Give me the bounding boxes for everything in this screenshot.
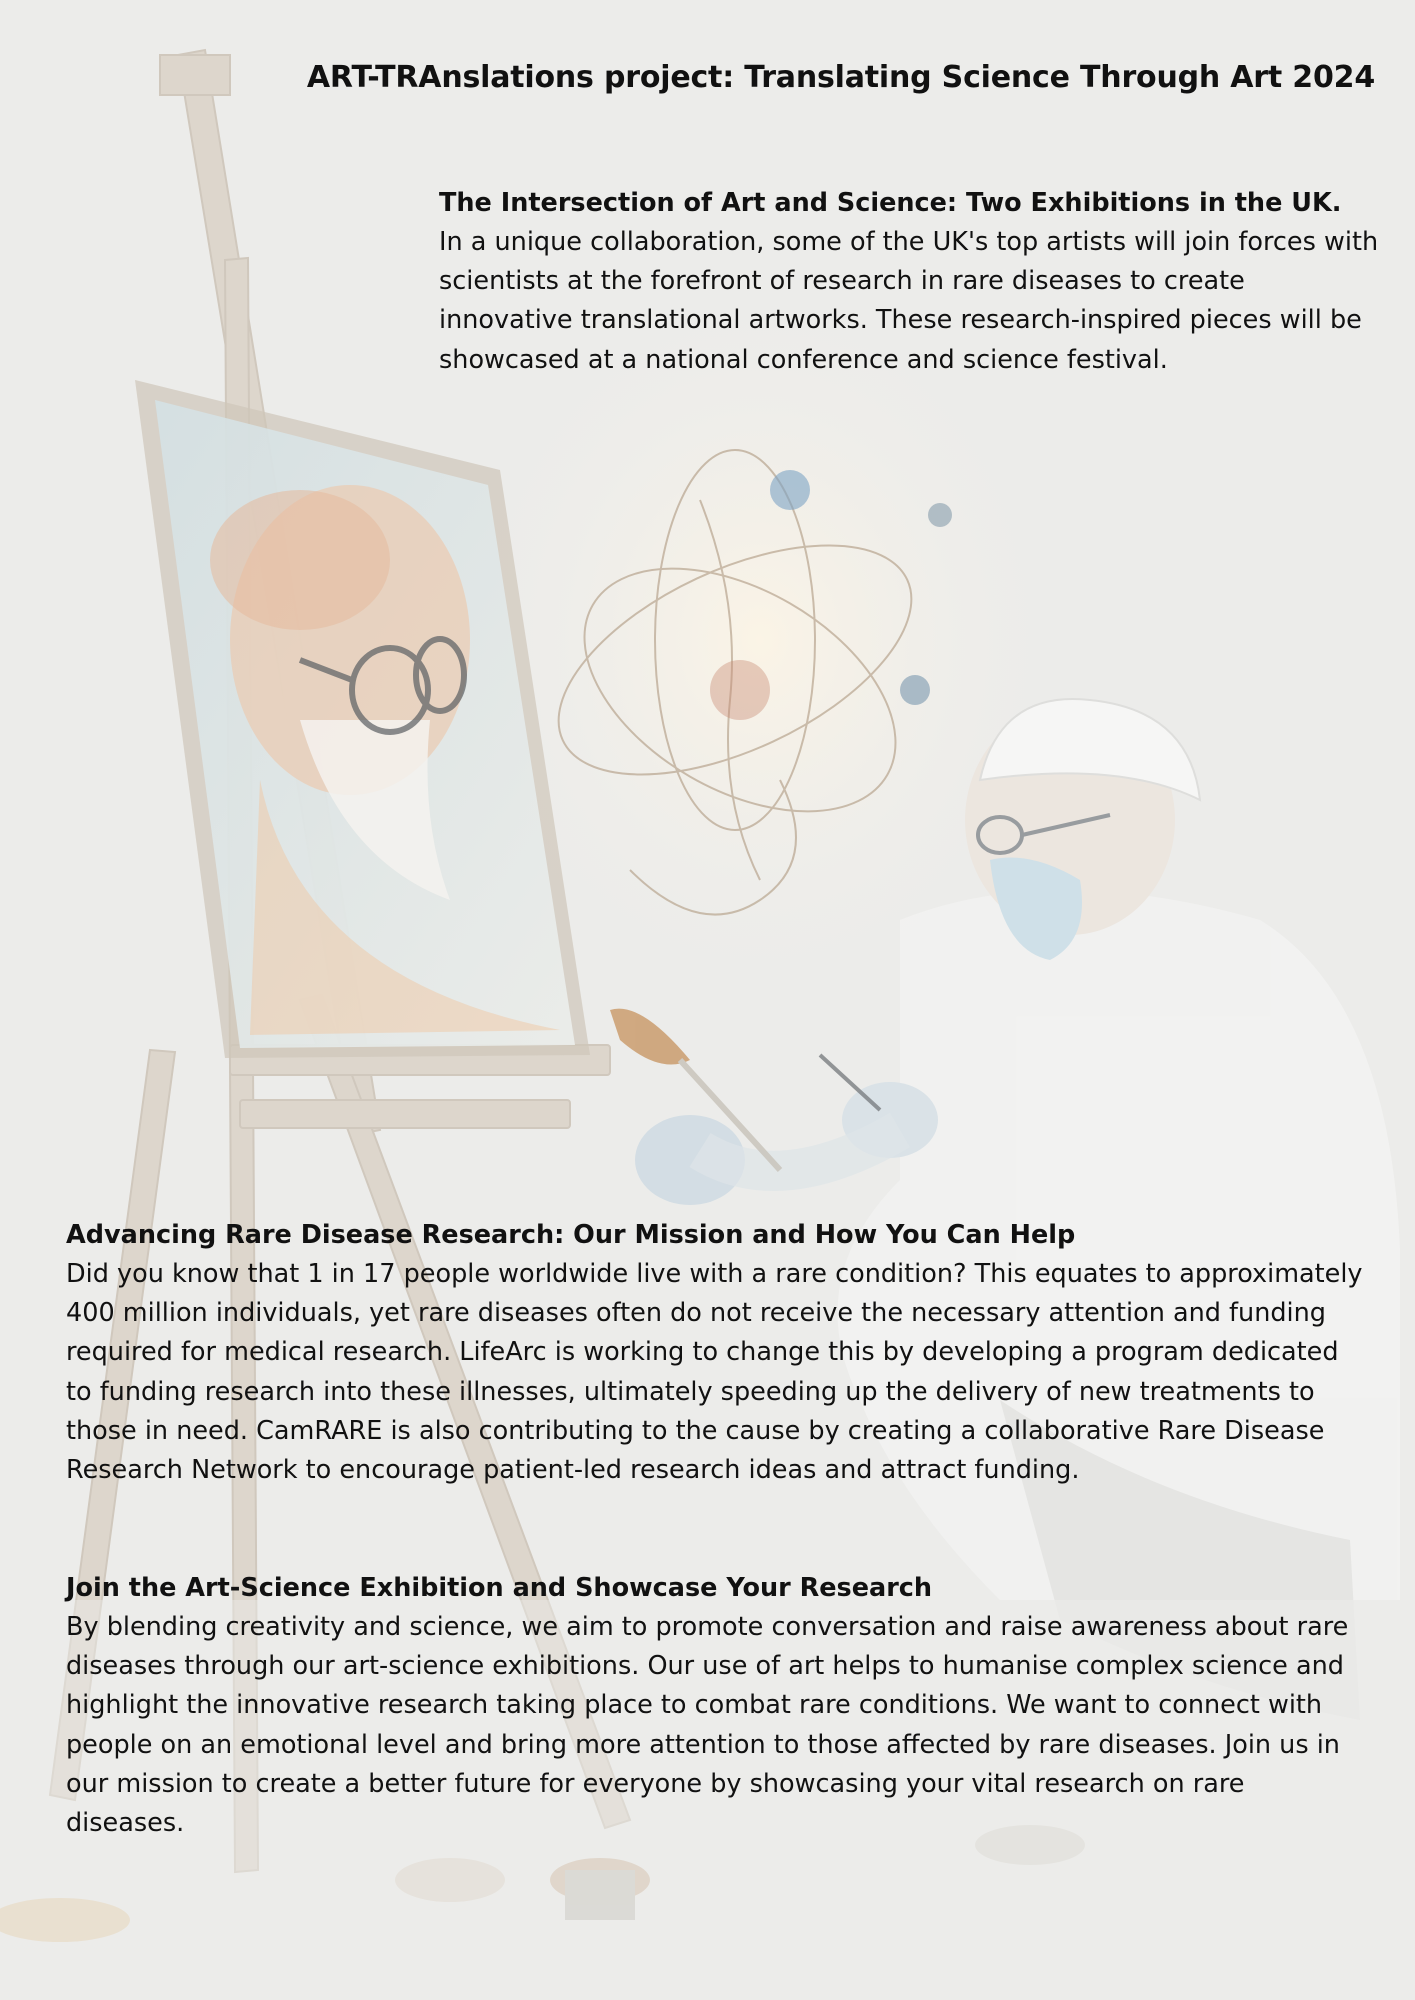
- section-body: Did you know that 1 in 17 people worldwide live with a rare condition? This equates to approximately 400 million individuals, yet rare diseases often do not receive the necessary attention and funding required for medical research. LifeArc is working to change this by developing a program dedicated to funding research into these illnesses, ultimately speeding up the delivery of new treatments to those in need. CamRARE is also contributing to the cause by creating a collaborative Rare Disease Research Network to encourage patient-led research ideas and attract funding.: [66, 1259, 1363, 1486]
- section-body: By blending creativity and science, we aim to promote conversation and raise awareness about rare diseases through our art-science exhibitions. Our use of art helps to humanise complex science and highlight the innovative research taking place to combat rare conditions. We want to connect with people on an emotional level and bring more attention to those affected by rare diseases. Join us in our mission to create a better future for everyone by showcasing your vital research on rare diseases.: [66, 1612, 1349, 1839]
- join-section: [66, 1569, 1366, 1843]
- mission-section: [66, 1216, 1366, 1490]
- section-heading: Join the Art-Science Exhibition and Showcase Your Research: [66, 1573, 933, 1603]
- intro-section: [439, 184, 1379, 380]
- page-title: ART-TRAnslations project: Translating Science Through Art 2024: [306, 60, 1375, 95]
- section-heading: The Intersection of Art and Science: Two Exhibitions in the UK.: [439, 188, 1342, 218]
- section-heading: Advancing Rare Disease Research: Our Mission and How You Can Help: [66, 1220, 1076, 1250]
- section-body: In a unique collaboration, some of the UK's top artists will join forces with scientists at the forefront of research in rare diseases to create innovative translational artworks. These research-inspired pieces will be showcased at a national conference and science festival.: [439, 227, 1379, 375]
